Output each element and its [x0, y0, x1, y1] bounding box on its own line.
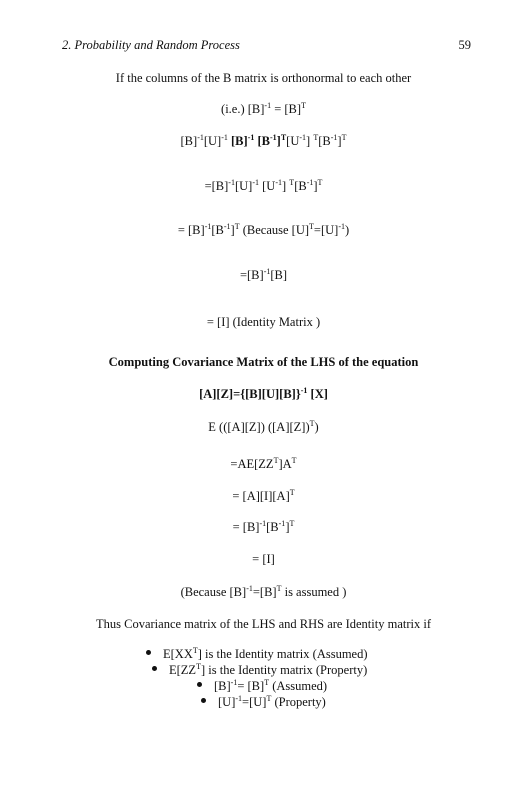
equation-result: = [I]	[252, 552, 275, 566]
equation-ae: $=AE[ZZ^T]A^T$	[230, 456, 297, 471]
bullet-icon	[197, 682, 202, 687]
equation-az: $[A][Z]=\{[B][U][B]\}^{-1}$ [X]	[199, 386, 328, 401]
equation-because: (Because $[B]^{-1}=[B]^T$ is assumed )	[180, 584, 347, 599]
equation-ie: (i.e.) $[B]^{-1} = [B]^T$	[221, 101, 306, 116]
equation-bb: = $[B]^{-1}[B^{-1}]^T$	[232, 519, 295, 534]
chapter-title: 2. Probability and Random Process	[62, 38, 240, 52]
bullet-icon	[152, 666, 157, 671]
list-item: $[U]^{-1}=[U]^T$ (Property)	[201, 694, 326, 710]
running-header	[62, 38, 471, 56]
conclusion-text: Thus Covariance matrix of the LHS and RHS are Identity matrix if	[96, 617, 431, 631]
section-heading: Computing Covariance Matrix of the LHS of the equation	[108, 355, 419, 369]
equation-step-3: $=[B]^{-1}[B]$	[239, 267, 288, 282]
bullet-icon	[201, 698, 206, 703]
equation-step-2: = $[B]^{-1}[B^{-1}]^T$ (Because $[U]^T=[U]^{-1}$)	[177, 222, 350, 237]
list-item: $[B]^{-1}= [B]^T$ (Assumed)	[197, 678, 327, 694]
bullet-icon	[146, 650, 151, 655]
equation-step-1: $=[B]^{-1}[U]^{-1}$ $[U^{-1}]$ $^T[B^{-1}]^T$	[204, 178, 323, 193]
list-item: $E[ZZ^T]$ is the Identity matrix (Property)	[152, 662, 367, 678]
list-item: $E[XX^T]$ is the Identity matrix (Assumed)	[146, 646, 368, 662]
equation-aia: = $[A][I][A]^T$	[232, 488, 295, 503]
equation-product: $[B]^{-1}[U]^{-1}$ $[B]^{-1}$ $[B^{-1}]^T[U^{-1}]$ $^T[B^{-1}]^T$	[180, 133, 347, 148]
equation-expectation: E (([A][Z]) $([A][Z])^T$)	[208, 419, 319, 434]
intro-text: If the columns of the B matrix is orthonormal to each other	[115, 71, 412, 85]
equation-identity: = [I] (Identity Matrix )	[206, 315, 321, 329]
page-number: 59	[458, 38, 471, 52]
